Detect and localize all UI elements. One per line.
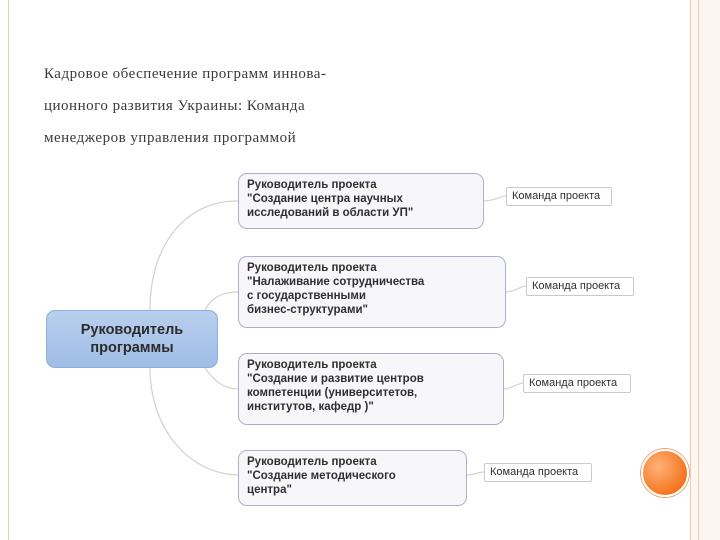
connector-project-2-to-team <box>505 286 526 292</box>
title-line-2: ционного развития Украины: Команда <box>44 98 306 114</box>
title-line-3: менеджеров управления программой <box>44 130 297 146</box>
project-manager-node-2: Руководитель проекта "Налаживание сотрудничества с государственными бизнес-структурами" <box>238 256 506 328</box>
project-team-node-4: Команда проекта <box>484 463 592 482</box>
project-team-node-2: Команда проекта <box>526 277 634 296</box>
connector-main-to-project-3 <box>205 368 238 389</box>
connector-project-3-to-team <box>503 383 523 389</box>
connector-main-to-project-2 <box>205 292 238 310</box>
program-manager-node: Руководитель программы <box>46 310 218 368</box>
connector-main-to-project-4 <box>150 368 238 475</box>
connector-project-4-to-team <box>466 472 484 475</box>
project-team-node-1: Команда проекта <box>506 187 612 206</box>
connector-project-1-to-team <box>483 196 506 201</box>
project-manager-node-1: Руководитель проекта "Создание центра научных исследований в области УП" <box>238 173 484 229</box>
project-team-node-3: Команда проекта <box>523 374 631 393</box>
project-manager-node-3: Руководитель проекта "Создание и развитие центров компетенции (университетов, институтов, кафедр )" <box>238 353 504 425</box>
title-line-1: Кадровое обеспечение программ иннова- <box>44 66 327 82</box>
project-manager-node-4: Руководитель проекта "Создание методического центра" <box>238 450 467 506</box>
